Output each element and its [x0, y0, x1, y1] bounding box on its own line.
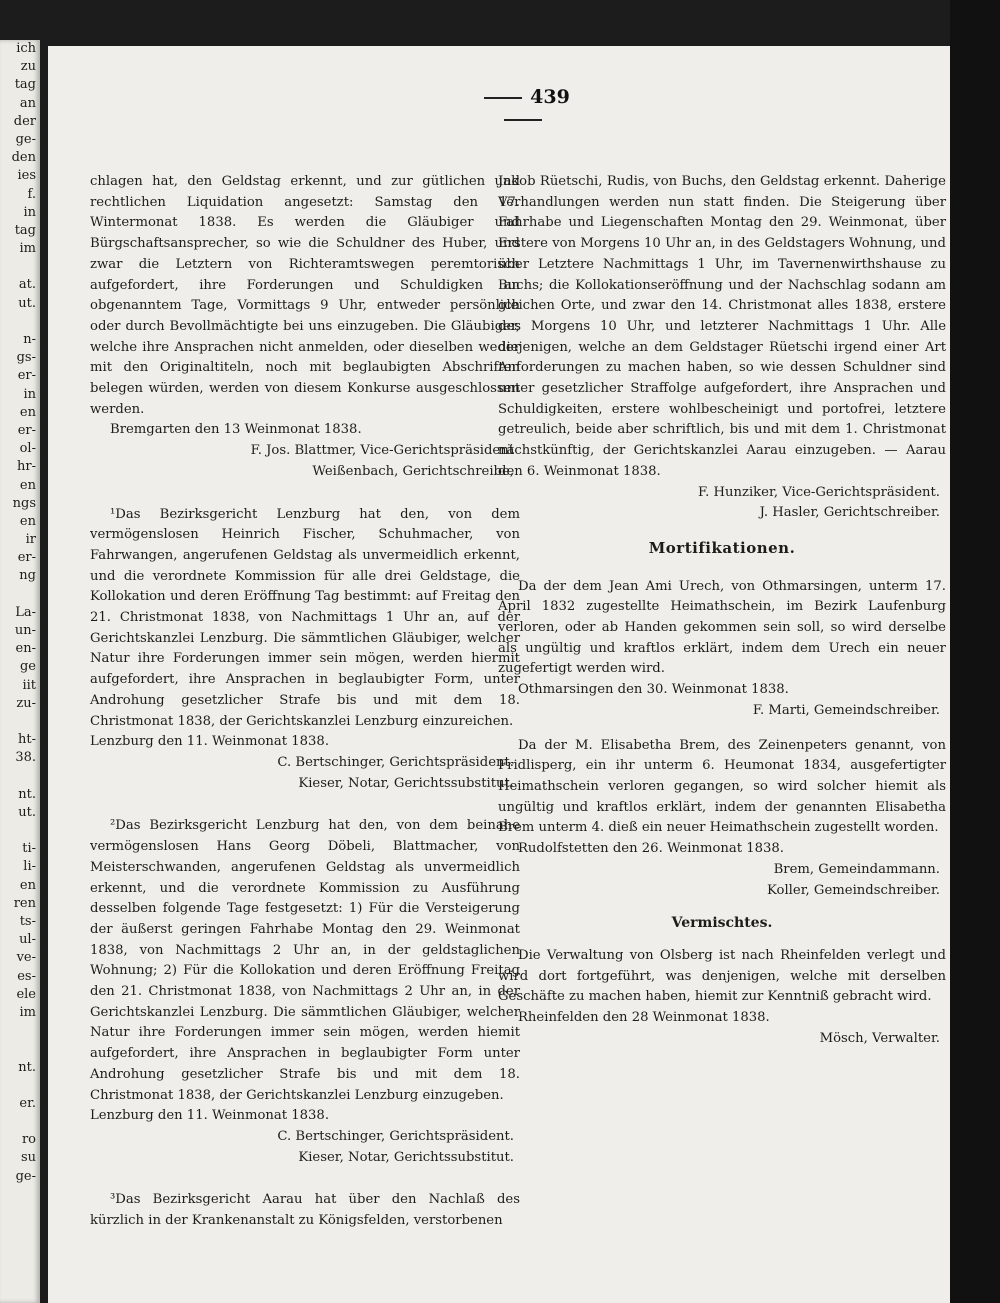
right-column	[498, 172, 946, 1049]
edge-text-fragment: su	[20, 1150, 36, 1166]
previous-page-edge	[0, 40, 40, 1303]
notice-signature: F. Jos. Blattmer, Vice-Gerichtspräsident	[250, 443, 514, 459]
notice-place-date: Rudolfstetten den 26. Weinmonat 1838.	[518, 841, 784, 857]
notice-signature: J. Hasler, Gerichtschreiber.	[759, 505, 940, 521]
notice-body: Da der M. Elisabetha Brem, des Zeinenpeters genannt, von Fridlisperg, ein ihr unterm 6. Heumonat 1834, ausgefertigter Heimathschein verloren gegangen, so wird solcher hiemit als ungültig und kraftlos erklärt, indem der genannten Elisabetha Brem unterm 4. dieß ein neuer Heimathschein zugestellt worden.	[498, 737, 946, 836]
edge-text-fragment: ts-	[19, 914, 36, 929]
edge-text-fragment: ht-	[18, 732, 36, 748]
notice-place-date: Rheinfelden den 28 Weinmonat 1838.	[518, 1010, 770, 1026]
edge-text-fragment: es-	[17, 968, 36, 984]
edge-text-fragment: in	[23, 204, 36, 220]
notice-body: chlagen hat, den Geldstag erkennt, und zur gütlichen und rechtlichen Liquidation angesetzt: Samstag den 17. Wintermonat 1838. Es werden die Gläubiger und Bürgschaftsansprecher, so wie die Schuldner des Huber, und zwar die Letztern von Richteramtswegen peremtorisch aufgefordert, ihre Forderungen und Schuldigken an obgenanntem Tage, Vormittags 9 Uhr, entweder persönlich oder durch Bevollmächtigte bei uns einzugeben. Die Gläubiger, welche ihre Ansprachen nicht anmelden, oder dieselben weder mit den Originaltiteln, noch mit beglaubigten Abschriften belegen würden, werden von diesem Konkurse ausgeschlossen werden.	[90, 174, 520, 417]
edge-text-fragment: ge	[19, 659, 36, 675]
edge-text-fragment: en	[19, 877, 36, 893]
notice-signature: Mösch, Verwalter.	[819, 1030, 940, 1046]
edge-text-fragment: at.	[18, 277, 36, 293]
notice-mortification-urech	[498, 577, 946, 722]
edge-text-fragment: ies	[17, 168, 36, 184]
edge-text-fragment: er-	[17, 422, 36, 438]
edge-text-fragment: ul-	[19, 932, 36, 948]
notice-body: Die Verwaltung von Olsberg ist nach Rheinfelden verlegt und wird dort fortgeführt, was denjenigen, welche mit derselben Geschäfte zu machen haben, hiemit zur Kenntniß gebracht wird.	[498, 947, 946, 1005]
edge-text-fragment: an	[19, 95, 36, 111]
edge-text-fragment: f.	[27, 186, 36, 202]
section-heading-mortifikationen: Mortifikationen.	[648, 538, 796, 557]
edge-text-fragment: ol-	[19, 441, 36, 457]
edge-text-fragment: li-	[23, 859, 36, 875]
edge-text-fragment: er-	[17, 368, 36, 384]
notice-body: ¹Das Bezirksgericht Lenzburg hat den, von dem vermögenslosen Heinrich Fischer, Schuhmacher, von Fahrwangen, angerufenen Geldstag als unvermeidlich erkennt, und die verordnete Kommission für alle drei Geldstage, die Kollokation und deren Eröffnung Tag bestimmt: auf Freitag den 21. Christmonat 1838, von Nachmittags 1 Uhr an, auf der Gerichtskanzlei Lenzburg. Die sämmtlichen Gläubiger, welcher Natur ihre Forderungen immer sein mögen, werden hiermit aufgefordert, ihre Ansprachen in beglaubigter Form, unter Androhung gesetzlicher Strafe bis und mit dem 18. Christmonat 1838, der Gerichtskanzlei Lenzburg einzureichen.	[90, 506, 520, 729]
notice-olsberg	[498, 946, 946, 1050]
edge-text-fragment: n-	[23, 332, 36, 347]
notice-lenzburg-fischer	[90, 505, 520, 795]
notice-signature: Weißenbach, Gerichtschreibe,	[312, 463, 514, 479]
edge-text-fragment	[0, 586, 40, 604]
edge-text-fragment	[0, 768, 40, 786]
edge-text-fragment: ele	[16, 986, 36, 1002]
notice-place-date: Othmarsingen den 30. Weinmonat 1838.	[518, 682, 789, 698]
newspaper-page	[48, 46, 950, 1303]
scan-background	[950, 0, 1000, 1303]
edge-text-fragment: den	[11, 150, 36, 166]
notice-body: Jakob Rüetschi, Rudis, von Buchs, den Geldstag erkennt. Daherige Verhandlungen werden nun statt finden. Die Steigerung über Fahrhabe und Liegenschaften Montag den 29. Weinmonat, über Erstere von Morgens 10 Uhr an, in des Geldstagers Wohnung, und über Letztere Nachmittags 1 Uhr, im Tavernenwirthshause zu Buchs; die Kollokationseröffnung und der Nachschlag sodann am gleichen Orte, und zwar den 14. Christmonat alles 1838, erstere des Morgens 10 Uhr, und letzterer Nachmittags 1 Uhr. Alle diejenigen, welche an dem Geldstager Rüetschi irgend einer Art Anforderungen zu machen haben, so wie dessen Schuldner sind unter gesetzlicher Straffolge aufgefordert, ihre Ansprachen und Schuldigkeiten, erstere wohlbescheinigt und portofrei, letztere getreulich, beide aber schriftlich, bis und mit dem 1. Christmonat nächstkünftig, der Gerichtskanzlei Aarau einzugeben. — Aarau den 6. Weinmonat 1838.	[498, 174, 946, 479]
edge-text-fragment	[0, 1040, 40, 1058]
edge-text-fragment: gs-	[16, 350, 36, 366]
edge-text-fragment: zu-	[16, 695, 36, 711]
edge-text-fragment: in	[23, 386, 36, 402]
edge-text-fragment	[0, 313, 40, 331]
edge-text-fragment	[0, 1077, 40, 1095]
edge-text-fragment	[0, 713, 40, 731]
edge-text-fragment: ng	[19, 568, 36, 584]
edge-text-fragment: ge-	[15, 1168, 36, 1184]
edge-text-fragment: ut.	[18, 804, 36, 820]
left-column	[90, 172, 520, 1232]
edge-text-fragment	[0, 1113, 40, 1131]
edge-text-fragment: ve-	[16, 950, 36, 966]
edge-text-fragment: nt.	[18, 786, 36, 802]
edge-text-fragment: 38.	[15, 750, 36, 766]
notice-signature: Kieser, Notar, Gerichtssubstitut.	[298, 775, 514, 791]
notice-body: ²Das Bezirksgericht Lenzburg hat den, von dem beinahe vermögenslosen Hans Georg Döbeli, Blattmacher, von Meisterschwanden, angerufenen Geldstag als unvermeidlich erkennt, und die verordnete Kommission zu Ausführung desselben folgende Tage festgesetzt: 1) Für die Versteigerung der äußerst geringen Fahrhabe Montag den 29. Weinmonat 1838, von Nachmittags 2 Uhr an, in der geldstaglichen Wohnung; 2) Für die Kollokation und deren Eröffnung Freitag den 21. Christmonat 1838, von Nachmittags 2 Uhr an, in der Gerichtskanzlei Lenzburg. Die sämmtlichen Gläubiger, welcher Natur ihre Forderungen immer sein mögen, werden hiemit aufgefordert, ihre Ansprachen in beglaubigter Form unter Androhung gesetzlicher Strafe bis und mit dem 18. Christmonat 1838, der Gerichtskanzlei Lenzburg einzugeben.	[90, 818, 520, 1103]
edge-text-fragment: der	[13, 113, 36, 129]
edge-text-fragment: ut.	[18, 295, 36, 311]
edge-text-fragment: iit	[22, 677, 36, 693]
edge-text-fragment: tag	[14, 77, 36, 93]
notice-signature: F. Marti, Gemeindschreiber.	[752, 702, 940, 718]
notice-body: ³Das Bezirksgericht Aarau hat über den Nachlaß des kürzlich in der Krankenanstalt zu Königsfelden, verstorbenen	[90, 1192, 520, 1229]
header-rule-right	[504, 119, 542, 121]
edge-text-fragment: ich	[16, 41, 36, 56]
notice-signature: C. Bertschinger, Gerichtspräsident.	[277, 1128, 514, 1144]
notice-bremgarten	[90, 172, 520, 483]
notice-place-date: Lenzburg den 11. Weinmonat 1838.	[90, 734, 330, 750]
edge-text-fragment: hr-	[17, 459, 36, 475]
edge-text-fragment: im	[19, 241, 36, 257]
notice-place-date: Bremgarten den 13 Weinmonat 1838.	[110, 422, 362, 438]
notice-aarau-continued	[498, 172, 946, 524]
edge-text-fragment: ge-	[15, 131, 36, 147]
edge-text-fragment	[0, 258, 40, 276]
edge-text-fragment: ro	[21, 1132, 36, 1148]
page-number: 439	[458, 86, 588, 130]
notice-signature: Brem, Gemeindammann.	[773, 861, 940, 877]
edge-text-fragment: ir	[25, 532, 36, 548]
notice-body: Da der dem Jean Ami Urech, von Othmarsingen, unterm 17. April 1832 zugestellte Heimathschein, im Bezirk Laufenburg verloren, oder ab Handen gekommen sein soll, so wird derselbe als ungültig und kraftlos erklärt, indem dem Urech ein neuer zugefertigt werden wird.	[498, 578, 946, 677]
edge-text-fragment	[0, 1022, 40, 1040]
edge-text-fragment: im	[19, 1004, 36, 1020]
notice-signature: Koller, Gemeindschreiber.	[767, 882, 940, 898]
edge-text-fragment: un-	[14, 623, 36, 638]
edge-text-fragment: ren	[13, 895, 36, 911]
edge-text-fragment: en	[19, 404, 36, 420]
edge-text-fragment: en	[19, 477, 36, 493]
edge-text-fragment: ti-	[22, 841, 36, 857]
notice-aarau-start	[90, 1190, 520, 1231]
edge-text-fragment: en-	[15, 641, 36, 657]
notice-signature: F. Hunziker, Vice-Gerichtspräsident.	[698, 484, 940, 500]
edge-text-fragment: nt.	[18, 1059, 36, 1075]
edge-text-fragment: ngs	[12, 495, 36, 511]
notice-lenzburg-doebeli	[90, 816, 520, 1168]
edge-text-fragment: zu	[20, 59, 36, 75]
notice-signature: Kieser, Notar, Gerichtssubstitut.	[298, 1149, 514, 1165]
notice-signature: C. Bertschinger, Gerichtspräsident.	[277, 754, 514, 770]
notice-mortification-brem	[498, 736, 946, 902]
edge-text-fragment: en	[19, 513, 36, 529]
notice-place-date: Lenzburg den 11. Weinmonat 1838.	[90, 1108, 330, 1124]
header-rule-left	[484, 97, 522, 99]
section-heading-vermischtes: Vermischtes.	[671, 915, 773, 932]
edge-text-fragment: tag	[14, 222, 36, 238]
edge-text-fragment: La-	[15, 604, 36, 620]
edge-text-fragment: er.	[19, 1095, 36, 1111]
edge-text-fragment	[0, 822, 40, 840]
edge-text-fragment: er-	[17, 550, 36, 566]
